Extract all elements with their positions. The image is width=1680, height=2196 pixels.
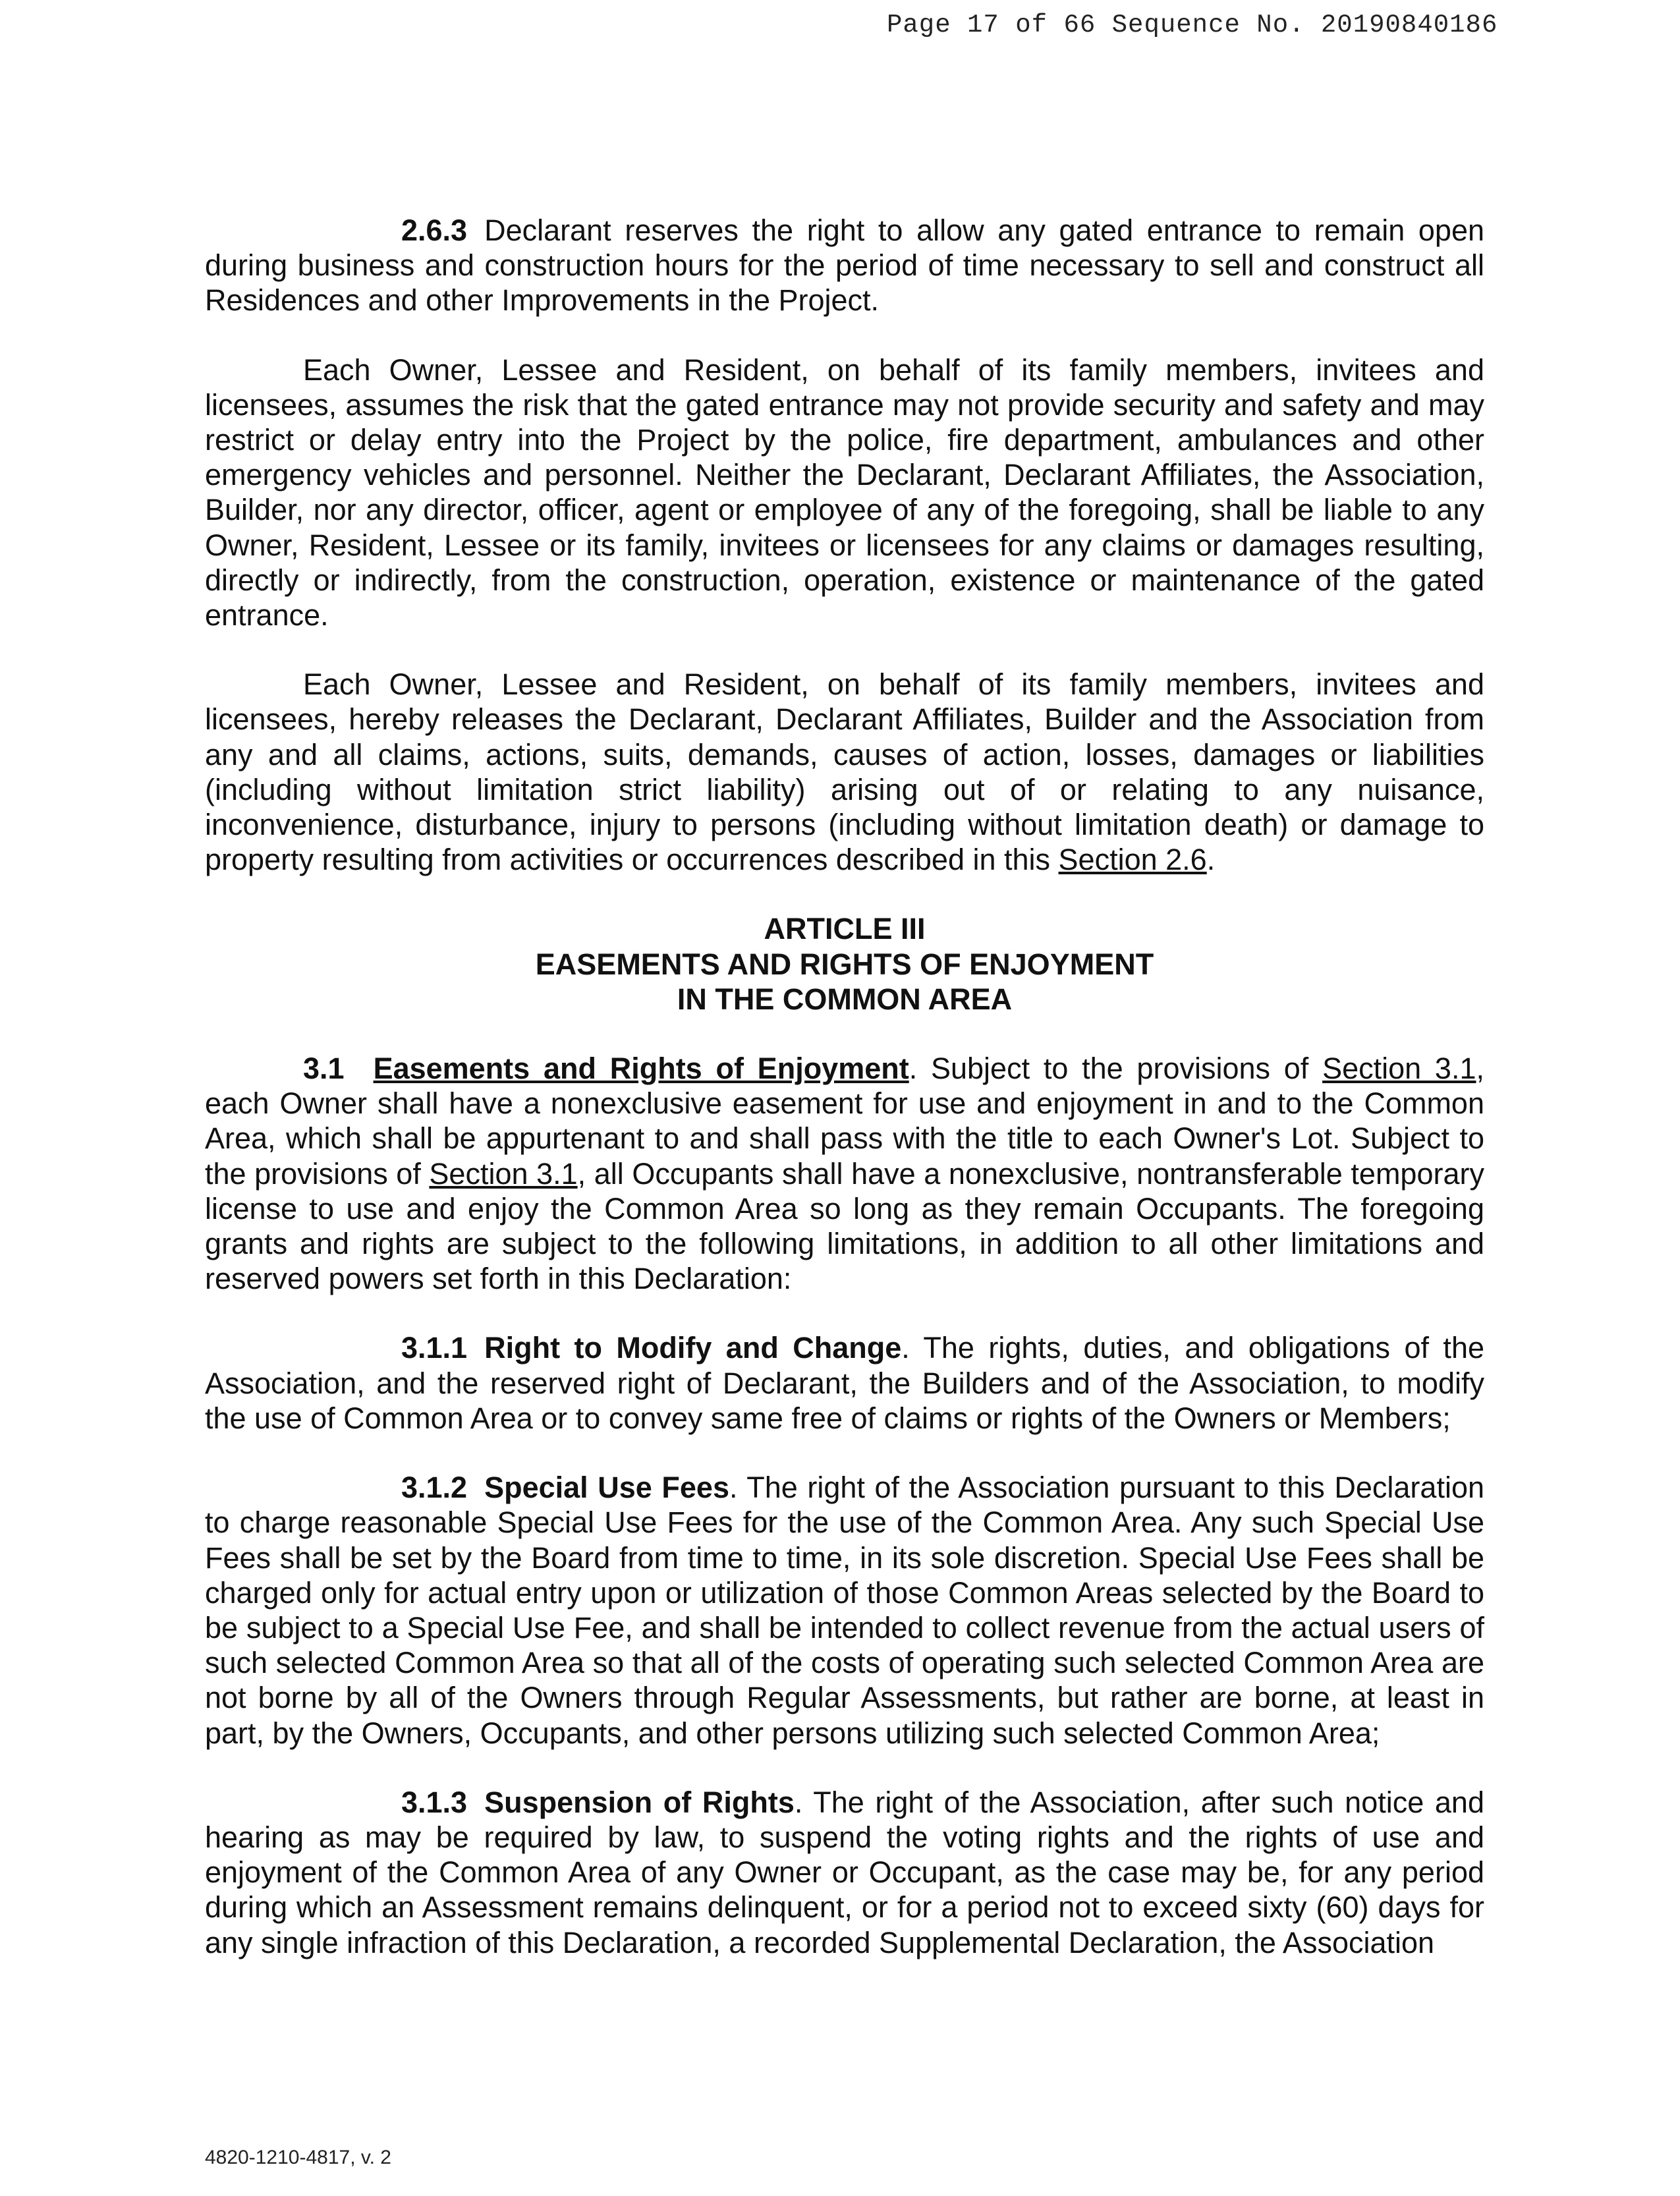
article-heading bbox=[205, 911, 1484, 1017]
section-heading: Right to Modify and Change bbox=[484, 1331, 902, 1365]
paragraph-text: Each Owner, Lessee and Resident, on behalf of its family members, invitees and licensees, hereby releases the Declarant, Declarant Affiliates, Builder and the Association from any and all claims, actions, suits, demands, causes of action, losses, damages or liabilities (including without limitation strict liability) arising out of or relating to any nuisance, inconvenience, disturbance, injury to persons (including without limitation death) or damage to property resulting from activities or occurrences described in this bbox=[205, 667, 1484, 877]
section-number: 3.1.3 bbox=[401, 1785, 468, 1819]
section-3-1-2 bbox=[205, 1470, 1484, 1751]
section-text: . The right of the Association pursuant to this Declaration to charge reasonable Special Use Fees for the use of the Common Area. Any such Special Use Fees shall be set by the Board from time to time, in its sole discretion. Special Use Fees shall be charged only for actual entry upon or utilization of those Common Areas selected by the Board to be subject to a Special Use Fee, and shall be intended to collect revenue from the actual users of such selected Common Area so that all of the costs of operating such selected Common Area are not borne by all of the Owners through Regular Assessments, but rather are borne, at least in part, by the Owners, Occupants, and other persons utilizing such selected Common Area; bbox=[205, 1471, 1484, 1750]
article-title-line-1: EASEMENTS AND RIGHTS OF ENJOYMENT bbox=[535, 947, 1154, 981]
section-heading: Suspension of Rights bbox=[484, 1785, 795, 1819]
section-text: . The rights, duties, and obligations of the Association, and the reserved right of Declarant, the Builders and of the Association, to modify the use of Common Area or to convey same free of claims or rights of the Owners or Members; bbox=[205, 1331, 1484, 1435]
section-reference: Section 3.1 bbox=[1322, 1052, 1476, 1086]
section-heading: Easements and Rights of Enjoyment bbox=[373, 1052, 909, 1086]
section-reference: Section 3.1 bbox=[429, 1156, 578, 1191]
section-number: 3.1.2 bbox=[401, 1471, 468, 1505]
paragraph-assumption-of-risk: Each Owner, Lessee and Resident, on behalf of its family members, invitees and licensees, assumes the risk that the gated entrance may not provide security and safety and may restrict or delay entry into the Project by the police, fire department, ambulances and other emergency vehicles and personnel. Neither the Declarant, Declarant Affiliates, the Association, Builder, nor any director, officer, agent or employee of any of the foregoing, shall be liable to any Owner, Resident, Lessee or its family, invitees or licensees for any claims or damages resulting, directly or indirectly, from the construction, operation, existence or maintenance of the gated entrance. bbox=[205, 352, 1484, 633]
article-title-line-2: IN THE COMMON AREA bbox=[677, 982, 1013, 1016]
section-3-1-1 bbox=[205, 1330, 1484, 1436]
section-reference: Section 2.6 bbox=[1058, 843, 1207, 877]
document-id-footer: 4820-1210-4817, v. 2 bbox=[205, 2147, 391, 2168]
section-2-6-3 bbox=[205, 213, 1484, 318]
paragraph-release: Each Owner, Lessee and Resident, on behalf of its family members, invitees and licensees, hereby releases the Declarant, Declarant Affiliates, Builder and the Association from any and all claims, actions, suits, demands, causes of action, losses, damages or liabilities (including without limitation strict liability) arising out of or relating to any nuisance, inconvenience, disturbance, injury to persons (including without limitation death) or damage to property resulting from activities or occurrences described in this Section 2.6. bbox=[205, 667, 1484, 877]
section-number: 3.1.1 bbox=[401, 1331, 468, 1365]
section-number: 3.1 bbox=[303, 1052, 345, 1086]
document-body bbox=[205, 213, 1484, 1994]
page-sequence-header: Page 17 of 66 Sequence No. 20190840186 bbox=[887, 11, 1498, 40]
section-number: 2.6.3 bbox=[401, 213, 468, 247]
section-3-1: 3.1 Easements and Rights of Enjoyment. Subject to the provisions of Section 3.1, each Owner shall have a nonexclusive easement for use and enjoyment in and to the Common Area, which shall be appurtenant to and shall pass with the title to each Owner's Lot. Subject to the provisions of Section 3.1, all Occupants shall have a nonexclusive, nontransferable temporary license to use and enjoy the Common Area so long as they remain Occupants. The foregoing grants and rights are subject to the following limitations, in addition to all other limitations and reserved powers set forth in this Declaration: bbox=[205, 1052, 1485, 1296]
section-heading: Special Use Fees bbox=[484, 1471, 729, 1505]
section-3-1-3 bbox=[205, 1785, 1484, 1960]
article-number: ARTICLE III bbox=[764, 912, 926, 946]
section-text: Declarant reserves the right to allow any gated entrance to remain open during business and construction hours for the period of time necessary to sell and construct all Residences and other Improvements in the Project. bbox=[205, 213, 1484, 318]
section-text: . The right of the Association, after such notice and hearing as may be required by law, to suspend the voting rights and the rights of use and enjoyment of the Common Area of any Owner or Occupant, as the case may be, for any period during which an Assessment remains delinquent, or for a period not to exceed sixty (60) days for any single infraction of this Declaration, a recorded Supplemental Declaration, the Association bbox=[205, 1785, 1484, 1959]
